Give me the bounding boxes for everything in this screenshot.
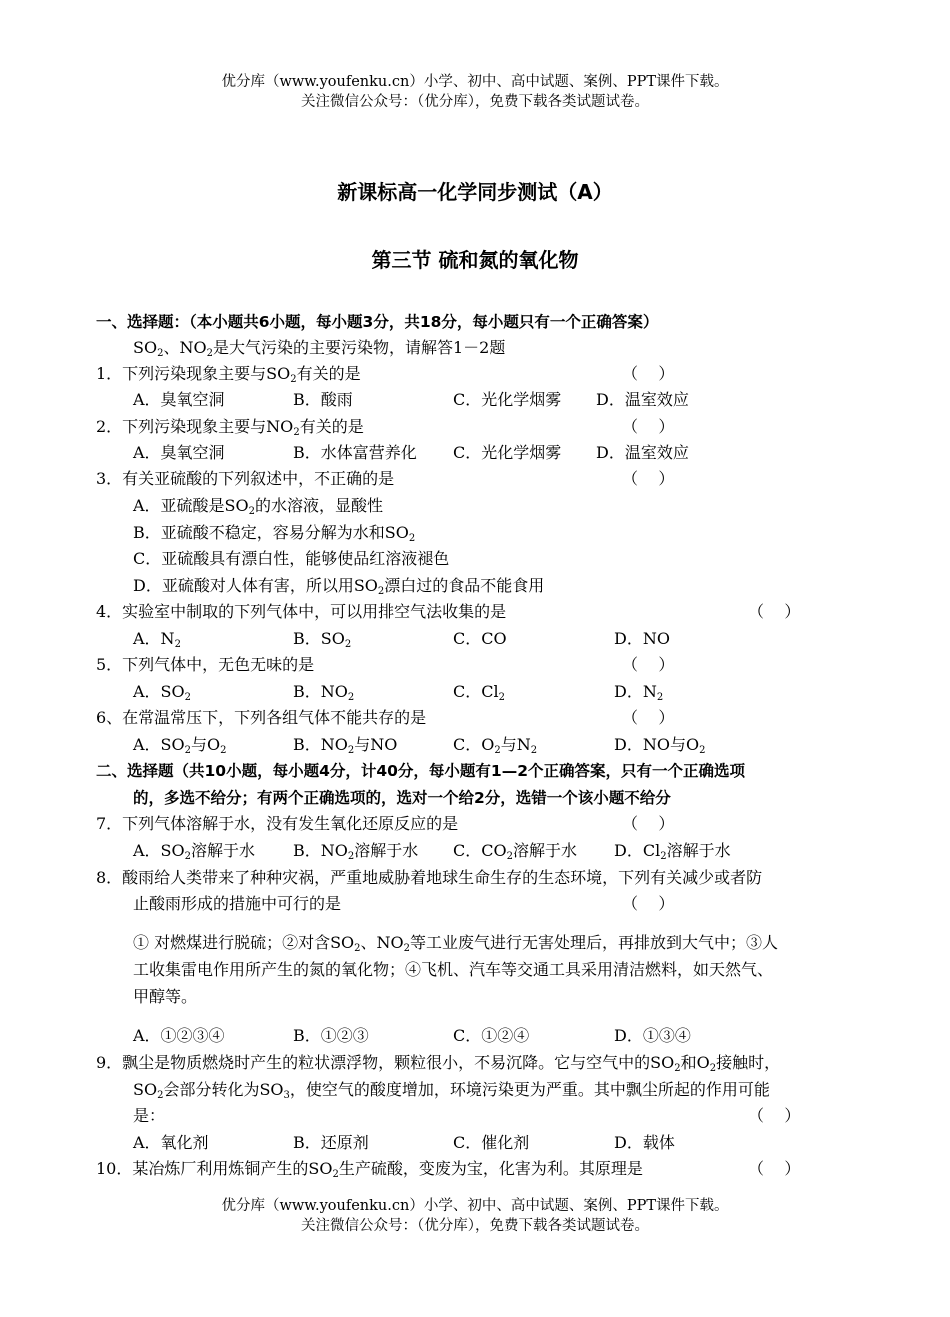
q9-option-d: D．载体 — [614, 1133, 675, 1152]
q8-option-d: D．①③④ — [614, 1026, 691, 1045]
q2-answer-blank: （ ） — [622, 417, 675, 436]
q9-option-c: C．催化剂 — [453, 1133, 530, 1152]
section1-intro: $SO_2$、$NO_2$是大气污染的主要污染物，请解答1－2题 — [133, 338, 506, 359]
q7-option-b: B．$NO_2$溶解于水 — [293, 841, 419, 862]
q8-measures-line-3: 甲醇等。 — [133, 987, 198, 1006]
q9-answer-blank: （ ） — [748, 1106, 801, 1125]
q7-option-a: A．$SO_2$溶解于水 — [133, 841, 256, 862]
q10-stem: 10．某冶炼厂利用炼铜产生的$SO_2$生产硫酸，变废为宝，化害为利。其原理是 — [96, 1159, 643, 1180]
q8-stem-line-2: 止酸雨形成的措施中可行的是 — [133, 894, 342, 913]
q7-answer-blank: （ ） — [622, 814, 675, 833]
q1-stem: 1．下列污染现象主要与$SO_2$有关的是 — [96, 364, 361, 385]
q6-option-b: B．$NO_2$与NO — [293, 735, 398, 756]
q8-option-a: A．①②③④ — [133, 1026, 225, 1045]
q3-option-b: B．亚硫酸不稳定，容易分解为水和$SO_2$ — [133, 523, 416, 544]
q6-answer-blank: （ ） — [622, 708, 675, 727]
section1-heading: 一、选择题：（本小题共6小题，每小题3分，共18分，每小题只有一个正确答案） — [96, 313, 659, 331]
q5-option-d: D．$N_2$ — [614, 682, 664, 703]
q8-stem-line-1: 8．酸雨给人类带来了种种灾祸，严重地威胁着地球生命生存的生态环境，下列有关减少或者防 — [96, 868, 763, 887]
q2-option-a: A．臭氧空洞 — [133, 443, 225, 462]
header-line-2: 关注微信公众号：（优分库），免费下载各类试题试卷。 — [301, 94, 649, 110]
page-title: 新课标高一化学同步测试（A） — [337, 180, 613, 204]
q4-option-b: B．$SO_2$ — [293, 629, 352, 650]
q3-option-d: D．亚硫酸对人体有害，所以用$SO_2$漂白过的食品不能食用 — [133, 576, 545, 597]
q9-stem-line-1: 9．飘尘是物质燃烧时产生的粒状漂浮物，颗粒很小，不易沉降。它与空气中的$SO_2$和$O_2$接触时， — [96, 1053, 781, 1074]
q9-option-a: A．氧化剂 — [133, 1133, 209, 1152]
q1-option-d: D．温室效应 — [596, 390, 689, 409]
section2-heading-line-2: 的，多选不给分；有两个正确选项的，选对一个给2分，选错一个该小题不给分 — [133, 789, 671, 807]
q2-stem: 2．下列污染现象主要与$NO_2$有关的是 — [96, 417, 364, 438]
q3-option-a: A．亚硫酸是$SO_2$的水溶液，显酸性 — [133, 496, 384, 517]
q1-option-b: B．酸雨 — [293, 390, 353, 409]
q9-option-b: B．还原剂 — [293, 1133, 369, 1152]
q2-option-d: D．温室效应 — [596, 443, 689, 462]
q1-option-a: A．臭氧空洞 — [133, 390, 225, 409]
q4-answer-blank: （ ） — [748, 602, 801, 621]
section2-heading-line-1: 二、选择题（共10小题，每小题4分，计40分，每小题有1—2个正确答案，只有一个正确选项 — [96, 762, 745, 780]
q7-option-c: C．$CO_2$溶解于水 — [453, 841, 577, 862]
q2-option-b: B．水体富营养化 — [293, 443, 417, 462]
q7-option-d: D．$Cl_2$溶解于水 — [614, 841, 731, 862]
header-line-1: 优分库（www.youfenku.cn）小学、初中、高中试题、案例、PPT课件下载。 — [221, 74, 729, 90]
q2-option-c: C．光化学烟雾 — [453, 443, 562, 462]
q4-option-d: D．NO — [614, 629, 670, 648]
q5-answer-blank: （ ） — [622, 655, 675, 674]
q8-option-b: B．①②③ — [293, 1026, 369, 1045]
q6-option-d: D．NO与$O_2$ — [614, 735, 706, 756]
q6-option-a: A．$SO_2$与$O_2$ — [133, 735, 227, 756]
q5-option-c: C．$Cl_2$ — [453, 682, 505, 703]
q8-measures-line-2: 工收集雷电作用所产生的氮的氧化物；④飞机、汽车等交通工具采用清洁燃料，如天然气、 — [133, 960, 774, 979]
q8-option-c: C．①②④ — [453, 1026, 530, 1045]
q4-option-a: A．$N_2$ — [133, 629, 181, 650]
q4-option-c: C．CO — [453, 629, 507, 648]
q1-option-c: C．光化学烟雾 — [453, 390, 562, 409]
q3-answer-blank: （ ） — [622, 469, 675, 488]
q1-answer-blank: （ ） — [622, 364, 675, 383]
footer-line-1: 优分库（www.youfenku.cn）小学、初中、高中试题、案例、PPT课件下载。 — [221, 1198, 729, 1214]
q6-option-c: C．$O_2$与$N_2$ — [453, 735, 538, 756]
page-subtitle: 第三节 硫和氮的氧化物 — [371, 248, 579, 272]
q9-stem-line-2: $SO_2$会部分转化为$SO_3$，使空气的酸度增加，环境污染更为严重。其中飘尘所起的作用可能 — [133, 1080, 770, 1101]
q5-stem: 5．下列气体中，无色无味的是 — [96, 655, 315, 674]
q5-option-a: A．$SO_2$ — [133, 682, 192, 703]
q3-option-c: C．亚硫酸具有漂白性，能够使品红溶液褪色 — [133, 549, 450, 568]
q10-answer-blank: （ ） — [748, 1159, 801, 1178]
q8-measures-line-1: ① 对燃煤进行脱硫；②对含$SO_2$、$NO_2$等工业废气进行无害处理后，再排放到大气中；③人 — [133, 933, 779, 954]
q3-stem: 3．有关亚硫酸的下列叙述中，不正确的是 — [96, 469, 395, 488]
q5-option-b: B．$NO_2$ — [293, 682, 355, 703]
footer-line-2: 关注微信公众号：（优分库），免费下载各类试题试卷。 — [301, 1218, 649, 1234]
q9-stem-line-3: 是： — [133, 1106, 166, 1125]
q6-stem: 6、在常温常压下，下列各组气体不能共存的是 — [96, 708, 427, 727]
q4-stem: 4．实验室中制取的下列气体中，可以用排空气法收集的是 — [96, 602, 507, 621]
q7-stem: 7．下列气体溶解于水，没有发生氧化还原反应的是 — [96, 814, 459, 833]
q8-answer-blank: （ ） — [622, 894, 675, 913]
